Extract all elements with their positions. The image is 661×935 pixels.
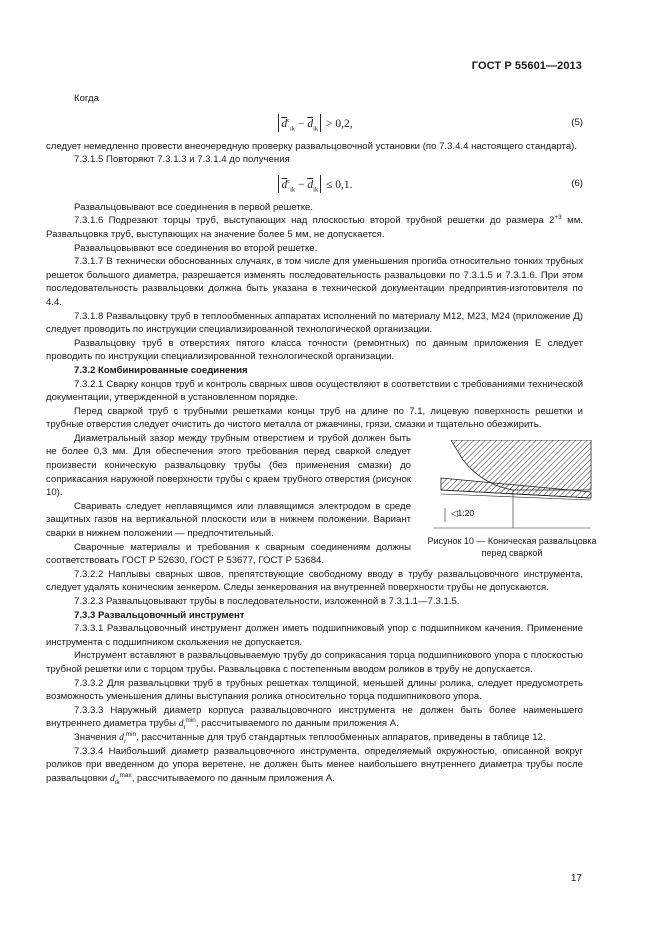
- formula-5-relation: > 0,2,: [326, 117, 353, 130]
- paragraph-7-3-3-1: 7.3.3.1 Развальцовочный инструмент должен иметь подшипниковый упор с подшипником качения. Применение инструмента с подшипником скольжения не допускается.: [46, 623, 583, 648]
- paragraph: Перед сваркой труб с трубными решетками концы труб на длине по 7.1, лицевую поверхность решетки и трубные отверстия следует очистить до чистого металла от ржавчины, грязи, смазки и тщательно обезжирить.: [46, 405, 583, 431]
- formula-6-number: (6): [571, 177, 583, 189]
- paragraph: следует немедленно провести внеочередную проверку развальцовочной установки (по 7.3.4.4 настоящего стандарта).: [46, 140, 578, 152]
- standard-code: ГОСТ Р 55601—2013: [471, 60, 582, 72]
- formula-5-expression: $\overline{d}^с_{ik} - \overline{d}_{ik} > 0,2$,: [46, 114, 583, 132]
- formula-6-relation: ≤ 0,1.: [326, 178, 353, 191]
- paragraph-7-3-3-3: 7.3.3.3 Наружный диаметр корпуса развальцовочного инструмента не должен быть более наименьшего внутреннего диаметра трубы $d_i^{min}$, рассчитываемого по данным приложения А.: [46, 704, 583, 732]
- paragraph-7-3-3-2: 7.3.3.2 Для развальцовки труб в трубных решетках толщиной, меньшей длины ролика, следует предусмотреть возможность уменьшения длины выступания ролика относительно торца подшипникового упора.: [46, 677, 583, 703]
- paragraph-7-3-1-6: 7.3.1.6 Подрезают торцы труб, выступающих над плоскостью второй трубной решетки до размера $2^{+3}$ мм. Развальцовка труб, выступающих на значение более 5 мм, не допускается.: [46, 214, 583, 240]
- formula-6-expression: $\overline{d}^с_{ik} - \overline{d}_{ik} \le 0,1$.: [46, 175, 583, 193]
- figure-10-caption: Рисунок 10 — Коническая развальцовка перед сваркой: [427, 535, 597, 558]
- paragraph-7-3-3-4: 7.3.3.4 Наибольший диаметр развальцовочного инструмента, определяемый окружностью, описанной вокруг роликов при введенном до упора веретене, не должен быть менее наибольшего внутреннего диаметра трубы после развальцовки $d_{ik}^{max}$, рассчитываемого по данным приложения А.: [46, 745, 583, 786]
- figure-10: [423, 440, 597, 565]
- paragraph: Диаметральный зазор между трубным отверстием и трубой должен быть не более 0,3 мм. Для обеспечения этого требования перед сваркой следует произвести коническую развальцовку трубы (без применения смазки) до соприкасания наружной поверхности трубы с краем трубного отверстия (рисунок 10).: [46, 432, 411, 499]
- paragraph-7-3-2-3: 7.3.2.3 Развальцовывают трубы в последовательности, изложенной в 7.3.1.1—7.3.1.5.: [74, 596, 460, 607]
- paragraph: Развальцовывают все соединения во второй решетке.: [74, 242, 318, 254]
- formula-5-number: (5): [571, 116, 583, 128]
- formula-6: [46, 167, 583, 201]
- document-body: [46, 92, 597, 786]
- paragraph: Сваривать следует неплавящимся или плавящимся электродом в среде защитных газов на вертикальной плоскости или в нижнем положении. Вариант сварки в нижнем положении — предпочтительный.: [46, 500, 411, 540]
- paragraph-7-3-1-7: 7.3.1.7 В технически обоснованных случаях, в том числе для уменьшения прогиба относительно тонких трубных решеток большого диаметра, разрешается изменять последовательность развальцовки по 7.3.1.5 и 7.3.1.6. При этом последовательность развальцовки должна быть указана в технической документации предприятия-изготовителя по 4.4.: [46, 256, 583, 308]
- when-line: Когда: [74, 93, 99, 104]
- paragraph: Инструмент вставляют в развальцовываемую трубу до соприкасания торца подшипникового упора с плоскостью трубной решетки или с торцом трубы. Развальцовка с постепенным вводом роликов в трубу не допускается.: [46, 650, 583, 675]
- paragraph: Развальцовку труб в отверстиях пятого класса точности (ремонтных) по данным приложения Е следует проводить по инструкции специализированной технологической организации.: [46, 337, 583, 363]
- page-number: 17: [570, 873, 582, 884]
- paragraph-7-3-2-2: 7.3.2.2 Наплывы сварных швов, препятствующие свободному вводу в трубу развальцовочного инструмента, следует удалять коническим зенкером. Следы зенкерования на внутренней поверхности трубы не допускаются.: [46, 568, 583, 594]
- taper-label: ◁1:20: [451, 507, 475, 518]
- figure-wrap-zone: [46, 432, 597, 568]
- formula-5: [46, 106, 583, 140]
- taper-diagram: [423, 440, 593, 535]
- paragraph: Сварочные материалы и требования к сварным соединениям должны соответствовать ГОСТ Р 52630, ГОСТ Р 53677, ГОСТ Р 53684.: [46, 541, 411, 567]
- paragraph-7-3-1-5: 7.3.1.5 Повторяют 7.3.1.3 и 7.3.1.4 до получения: [74, 154, 290, 166]
- paragraph-7-3-2-1: 7.3.2.1 Сварку концов труб и контроль сварных швов осуществляют в соответствии с требованиями технической документации, утвержденной в установленном порядке.: [46, 378, 583, 404]
- section-heading-7-3-3: 7.3.3 Развальцовочный инструмент: [74, 609, 245, 621]
- paragraph-7-3-1-8: 7.3.1.8 Развальцовку труб в теплообменных аппаратах исполнений по материалу М12, М23, М24 (приложение Д) следует проводить по инструкции специализированной технологической организации.: [46, 310, 583, 336]
- paragraph: Значения $d_i^{min}$, рассчитанные для труб стандартных теплообменных аппаратов, приведены в таблице 12.: [74, 730, 546, 745]
- paragraph: Развальцовывают все соединения в первой решетке.: [74, 201, 314, 213]
- section-heading-7-3-2: 7.3.2 Комбинированные соединения: [74, 364, 248, 376]
